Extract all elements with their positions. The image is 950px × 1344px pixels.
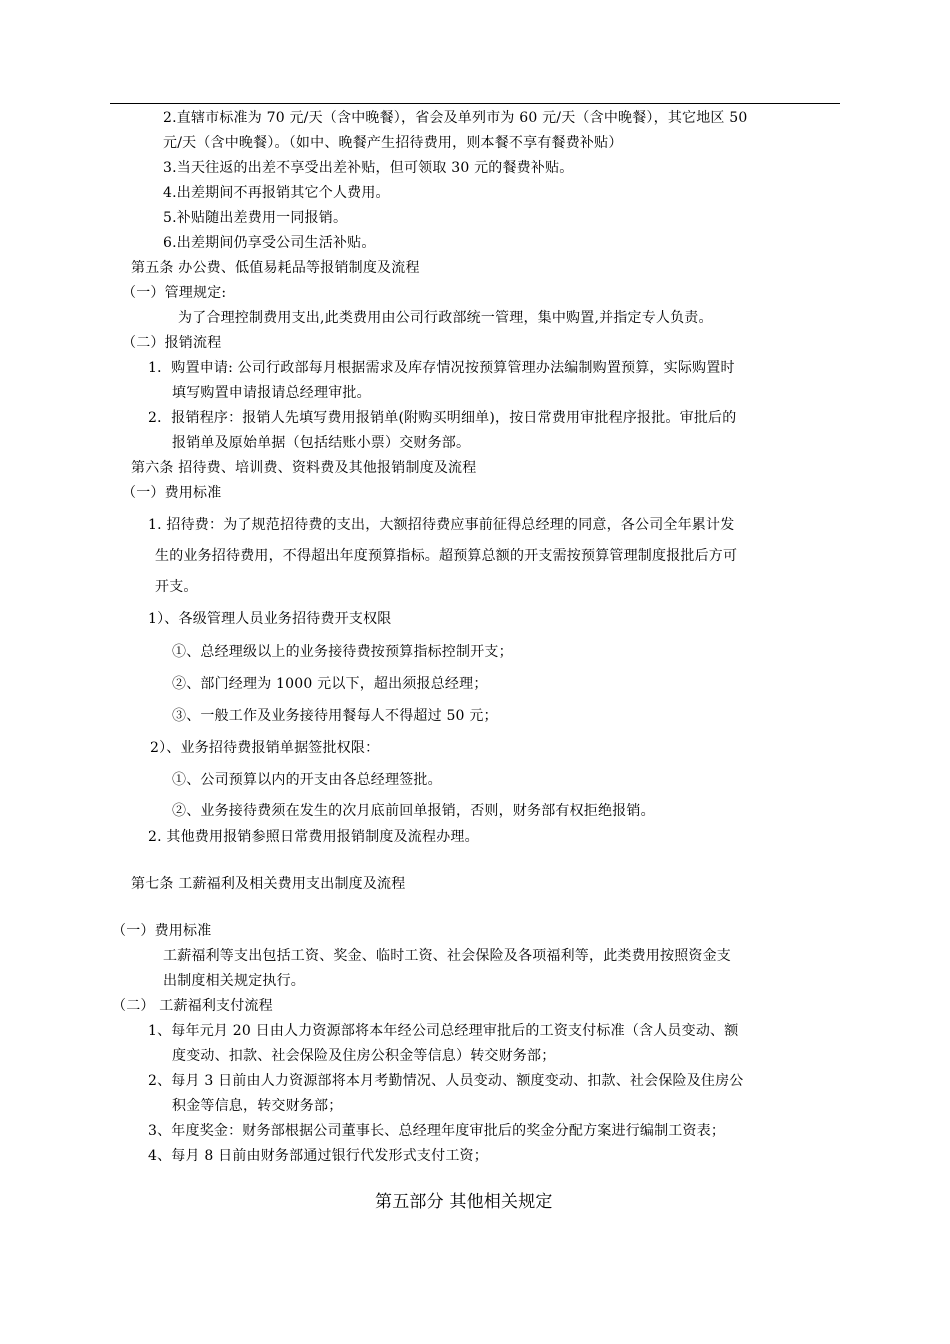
text-line: 2. 其他费用报销参照日常费用报销制度及流程办理。	[148, 829, 479, 845]
text-line: 积金等信息，转交财务部；	[172, 1098, 343, 1114]
text-line: 度变动、扣款、社会保险及住房公积金等信息）转交财务部；	[172, 1048, 556, 1064]
text-line: 报销单及原始单据（包括结账小票）交财务部。	[172, 435, 471, 451]
text-line: ①、公司预算以内的开支由各总经理签批。	[172, 772, 442, 788]
text-line: 填写购置申请报请总经理审批。	[172, 385, 371, 401]
subsection-heading: （二）报销流程	[122, 335, 222, 351]
text-line: 2）、业务招待费报销单据签批权限：	[150, 740, 380, 756]
text-line: ①、总经理级以上的业务接待费按预算指标控制开支；	[172, 644, 513, 660]
text-line: 1．购置申请: 公司行政部每月根据需求及库存情况按预算管理办法编制购置预算，实际购置时	[148, 360, 735, 376]
subsection-heading: （一）管理规定:	[122, 285, 227, 301]
text-line: 2.直辖市标准为 70 元/天（含中晚餐），省会及单列市为 60 元/天（含中晚餐），其它地区 50	[163, 110, 748, 126]
section-heading: 第六条 招待费、培训费、资料费及其他报销制度及流程	[131, 460, 477, 476]
text-line: 2．报销程序：报销人先填写费用报销单(附购买明细单)，按日常费用审批程序报批。审批后的	[148, 410, 737, 426]
text-line: 3、年度奖金：财务部根据公司董事长、总经理年度审批后的奖金分配方案进行编制工资表；	[148, 1123, 726, 1139]
text-line: 开支。	[155, 579, 198, 595]
text-line: 元/天（含中晚餐）。（如中、晚餐产生招待费用，则本餐不享有餐费补贴）	[163, 135, 623, 151]
section-heading: 第五条 办公费、低值易耗品等报销制度及流程	[131, 260, 420, 276]
text-line: 2、每月 3 日前由人力资源部将本月考勤情况、人员变动、额度变动、扣款、社会保险及住房公	[148, 1073, 744, 1089]
part-title: 第五部分 其他相关规定	[375, 1192, 553, 1212]
text-line: 6.出差期间仍享受公司生活补贴。	[163, 235, 376, 251]
text-line: 4、每月 8 日前由财务部通过银行代发形式支付工资；	[148, 1148, 488, 1164]
text-line: 生的业务招待费用，不得超出年度预算指标。超预算总额的开支需按预算管理制度报批后方可	[155, 548, 738, 564]
text-line: 工薪福利等支出包括工资、奖金、临时工资、社会保险及各项福利等，此类费用按照资金支	[163, 948, 731, 964]
subsection-heading: （一）费用标准	[112, 923, 212, 939]
text-line: 为了合理控制费用支出,此类费用由公司行政部统一管理，集中购置,并指定专人负责。	[178, 310, 713, 326]
section-heading: 第七条 工薪福利及相关费用支出制度及流程	[131, 876, 406, 892]
text-line: 3.当天往返的出差不享受出差补贴，但可领取 30 元的餐费补贴。	[163, 160, 574, 176]
text-line: 4.出差期间不再报销其它个人费用。	[163, 185, 390, 201]
text-line: ③、一般工作及业务接待用餐每人不得超过 50 元；	[172, 708, 498, 724]
text-line: 1. 招待费：为了规范招待费的支出，大额招待费应事前征得总经理的同意，各公司全年累计发	[148, 517, 735, 533]
text-line: ②、部门经理为 1000 元以下，超出须报总经理；	[172, 676, 488, 692]
subsection-heading: （一）费用标准	[122, 485, 222, 501]
text-line: 1、每年元月 20 日由人力资源部将本年经公司总经理审批后的工资支付标准（含人员变动、额	[148, 1023, 739, 1039]
header-rule	[110, 103, 840, 104]
text-line: 出制度相关规定执行。	[163, 973, 305, 989]
subsection-heading: （二） 工薪福利支付流程	[112, 998, 273, 1014]
text-line: ②、业务接待费须在发生的次月底前回单报销，否则，财务部有权拒绝报销。	[172, 803, 655, 819]
text-line: 1）、各级管理人员业务招待费开支权限	[148, 611, 392, 627]
text-line: 5.补贴随出差费用一同报销。	[163, 210, 348, 226]
